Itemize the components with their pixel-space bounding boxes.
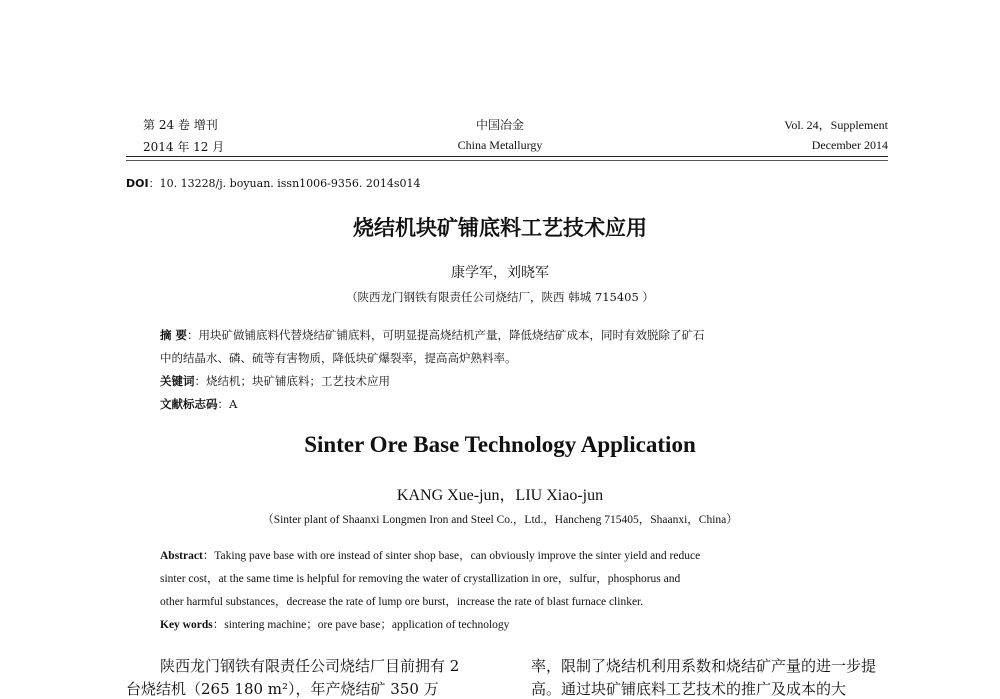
keywords-en	[160, 616, 509, 632]
doc-code-cn	[160, 396, 237, 412]
abstract-cn-line1	[160, 327, 705, 343]
header-rule-top	[126, 156, 888, 157]
doi-value: ：10. 13228/j. boyuan. issn1006-9356. 2014s014	[148, 177, 421, 190]
body-right-line1: 率，限制了烧结机利用系数和烧结矿产量的进一步提	[531, 657, 877, 675]
title-cn: 烧结机块矿铺底料工艺技术应用	[353, 216, 647, 240]
abstract-en-label: Abstract	[160, 550, 203, 562]
keywords-cn-label: 关键词	[160, 374, 195, 388]
header-rule-bottom	[126, 160, 888, 161]
body-left-line2: 台烧结机（265 180 m²），年产烧结矿 350 万	[126, 680, 439, 698]
doc-code-cn-value: ：A	[217, 397, 238, 411]
journal-title-cn: 中国冶金	[475, 118, 524, 132]
title-en: Sinter Ore Base Technology Application	[304, 432, 696, 457]
doc-code-cn-label: 文献标志码	[160, 397, 218, 411]
doi-label: DOI	[126, 177, 149, 190]
keywords-cn	[160, 373, 390, 389]
journal-title-en: China Metallurgy	[457, 138, 543, 152]
journal-date-en: December 2014	[811, 138, 888, 152]
abstract-cn-text1: ：用块矿做铺底料代替烧结矿铺底料，可明显提高烧结机产量，降低烧结矿成本，同时有效脱除了矿石	[187, 328, 705, 342]
authors-cn: 康学军，刘晓军	[451, 265, 549, 281]
affiliation-cn: （陕西龙门钢铁有限责任公司烧结厂，陕西 韩城 715405 ）	[346, 290, 654, 304]
body-left-line1: 陕西龙门钢铁有限责任公司烧结厂目前拥有 2	[160, 657, 460, 675]
keywords-en-label: Key words	[160, 619, 213, 631]
journal-volume-cn: 第 24 卷 增刊	[143, 118, 218, 132]
abstract-en-text1: ：Taking pave base with ore instead of sinter shop base，can obviously improve the sinter yield and reduce	[202, 550, 701, 562]
journal-date-cn: 2014 年 12 月	[143, 140, 225, 154]
authors-en: KANG Xue-jun，LIU Xiao-jun	[396, 487, 604, 504]
abstract-en-line3: other harmful substances，decrease the rate of lump ore burst，increase the rate of blast furnace clinker.	[160, 596, 644, 608]
journal-volume-en: Vol. 24，Supplement	[784, 118, 888, 132]
abstract-en-line2: sinter cost，at the same time is helpful for removing the water of crystallization in ore，sulfur，phosphorus and	[160, 573, 681, 585]
abstract-en-line1	[160, 547, 700, 563]
keywords-en-value: ：sintering machine；ore pave base；application of technology	[212, 619, 510, 631]
keywords-cn-value: ：烧结机；块矿铺底料；工艺技术应用	[194, 374, 390, 388]
doi-line	[126, 175, 421, 191]
abstract-cn-line2: 中的结晶水、磷、硫等有害物质，降低块矿爆裂率，提高高炉熟料率。	[160, 351, 517, 365]
abstract-cn-label: 摘 要	[160, 328, 188, 342]
affiliation-en: （Sinter plant of Shaanxi Longmen Iron and Steel Co.，Ltd.，Hancheng 715405，Shaanxi，China）	[262, 514, 738, 526]
body-right-line2: 高。通过块矿铺底料工艺技术的推广及成本的大	[531, 680, 847, 698]
